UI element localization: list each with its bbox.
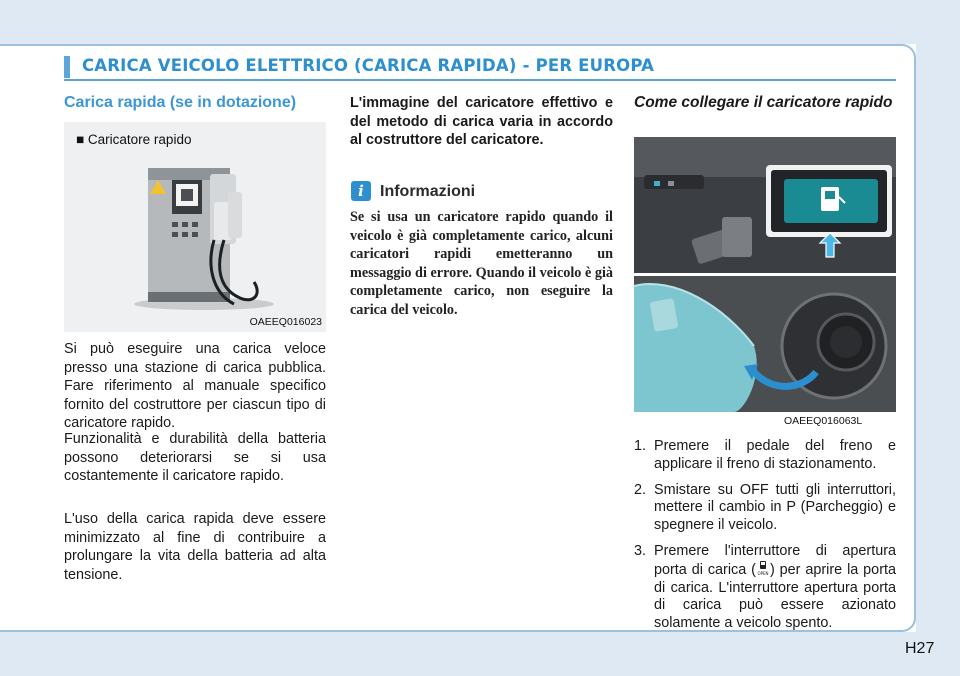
info-heading: Informazioni bbox=[380, 183, 476, 200]
section-title: CARICA VEICOLO ELETTRICO (CARICA RAPIDA) - PER EUROPA bbox=[82, 56, 655, 75]
charge-port-figure-code: OAEEQ016063L bbox=[784, 415, 863, 427]
step-1: 1. Premere il pedale del freno e applicare il freno di stazionamento. bbox=[634, 438, 896, 472]
interior-switch-illustration bbox=[634, 137, 896, 273]
step-2: 2. Smistare su OFF tutti gli interruttori, mettere il cambio in P (Parcheggio) e spegnere il veicolo. bbox=[634, 481, 896, 534]
step-3: 3. Premere l'interruttore di apertura porta di carica ( OPEN ) per aprire la porta di carica. L'interruttore apertura porta di carica può essere azionato solamente a veicolo spento. bbox=[634, 542, 896, 632]
title-accent-bar bbox=[64, 56, 70, 78]
column1-heading: Carica rapida (se in dotazione) bbox=[64, 94, 297, 111]
column1-paragraph-2: Funzionalità e durabilità della batteria possono deteriorarsi se si usa costantemente il caricatore rapido. bbox=[64, 431, 326, 485]
page-number: H27 bbox=[905, 640, 935, 657]
column1-paragraph-1: Si può eseguire una carica veloce presso una stazione di carica pubblica. Fare riferimento al manuale specifico fornito del costruttore per ciascun tipo di caricatore rapido. bbox=[64, 341, 326, 432]
charge-door-open-icon bbox=[756, 561, 770, 576]
charge-port-photo bbox=[634, 276, 896, 412]
fast-charger-illustration bbox=[64, 122, 326, 332]
title-underline bbox=[64, 79, 896, 81]
interior-switch-photo bbox=[634, 137, 896, 273]
charger-image-note: L'immagine del caricatore effettivo e del metodo di carica varia in accordo al costruttore del caricatore. bbox=[350, 95, 613, 149]
svg-text:OPEN: OPEN bbox=[757, 570, 769, 576]
info-text: Se si usa un caricatore rapido quando il veicolo è già completamente carico, alcuni caricatori rapidi emetteranno un messaggio di errore. Quando il veicolo è già completamente carico, non eseguire la carica del veicolo. bbox=[350, 209, 613, 318]
fast-charger-figure bbox=[64, 122, 326, 332]
page-frame-right bbox=[916, 0, 960, 676]
fast-charger-figure-code: OAEEQ016023 bbox=[249, 316, 322, 328]
column3-heading: Come collegare il caricatore rapido bbox=[634, 94, 893, 111]
charge-port-illustration bbox=[634, 276, 896, 412]
connection-steps bbox=[634, 438, 896, 641]
column1-paragraph-3: L'uso della carica rapida deve essere minimizzato al fine di contribuire a prolungare la vita della batteria ad alta tensione. bbox=[64, 511, 326, 583]
fast-charger-caption: ■ Caricatore rapido bbox=[76, 132, 192, 147]
info-icon: i bbox=[351, 181, 371, 201]
page-frame-top bbox=[0, 0, 960, 44]
